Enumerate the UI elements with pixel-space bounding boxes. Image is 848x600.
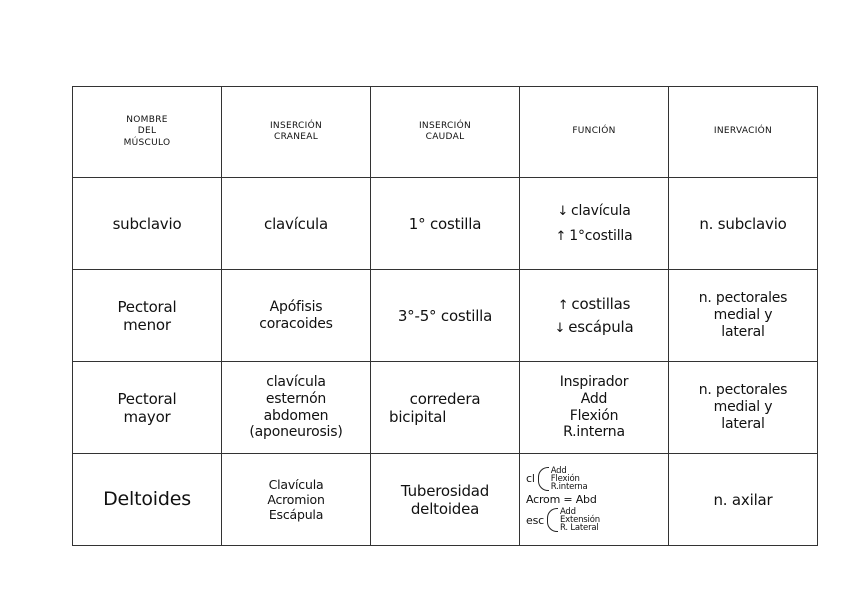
table-row bbox=[73, 362, 818, 454]
caudal-insertion-cell: 1° costilla bbox=[371, 178, 520, 270]
header-row bbox=[73, 87, 818, 178]
header-funcion: FUNCIÓN bbox=[520, 87, 669, 178]
muscle-name-cell: Pectoral menor bbox=[73, 270, 222, 362]
innervation-cell: n. pectorales medial y lateral bbox=[669, 270, 818, 362]
cranial-insertion-cell: Clavícula Acromion Escápula bbox=[222, 454, 371, 546]
table-row bbox=[73, 270, 818, 362]
header-nombre: NOMBRE DEL MÚSCULO bbox=[73, 87, 222, 178]
brace-icon bbox=[547, 508, 558, 532]
table-row bbox=[73, 178, 818, 270]
function-cell bbox=[520, 454, 669, 546]
function-cell: ↓ clavícula ↑ 1°costilla bbox=[520, 178, 669, 270]
table-row bbox=[73, 454, 818, 546]
arrow-down-icon: ↓ bbox=[554, 320, 566, 336]
innervation-cell: n. subclavio bbox=[669, 178, 818, 270]
function-group-clavicle: cl Add Flexión R.interna bbox=[526, 465, 588, 492]
cranial-insertion-cell: clavícula bbox=[222, 178, 371, 270]
function-cell: ↑ costillas ↓ escápula bbox=[520, 270, 669, 362]
arrow-up-icon: ↑ bbox=[555, 228, 567, 244]
muscle-name-cell: Pectoral mayor bbox=[73, 362, 222, 454]
arrow-down-icon: ↓ bbox=[557, 203, 569, 219]
header-insercion-caudal: INSERCIÓN CAUDAL bbox=[371, 87, 520, 178]
caudal-insertion-cell: 3°-5° costilla bbox=[371, 270, 520, 362]
brace-icon bbox=[538, 467, 549, 491]
deltoid-function-block bbox=[524, 467, 664, 532]
cranial-insertion-cell: Apófisis coracoides bbox=[222, 270, 371, 362]
innervation-cell: n. axilar bbox=[669, 454, 818, 546]
muscle-name-cell: Deltoides bbox=[73, 454, 222, 546]
function-group-scapula: esc Add Extensión R. Lateral bbox=[526, 507, 600, 534]
header-insercion-craneal: INSERCIÓN CRANEAL bbox=[222, 87, 371, 178]
muscle-name-cell: subclavio bbox=[73, 178, 222, 270]
innervation-cell: n. pectorales medial y lateral bbox=[669, 362, 818, 454]
function-group-acromion: Acrom = Abd bbox=[526, 493, 597, 506]
caudal-insertion-cell: corredera bicipital bbox=[371, 362, 520, 454]
cranial-insertion-cell: clavícula esternón abdomen (aponeurosis) bbox=[222, 362, 371, 454]
caudal-insertion-cell: Tuberosidad deltoidea bbox=[371, 454, 520, 546]
muscle-table bbox=[72, 86, 818, 546]
arrow-up-icon: ↑ bbox=[557, 297, 569, 313]
header-inervacion: INERVACIÓN bbox=[669, 87, 818, 178]
function-cell: Inspirador Add Flexión R.interna bbox=[520, 362, 669, 454]
